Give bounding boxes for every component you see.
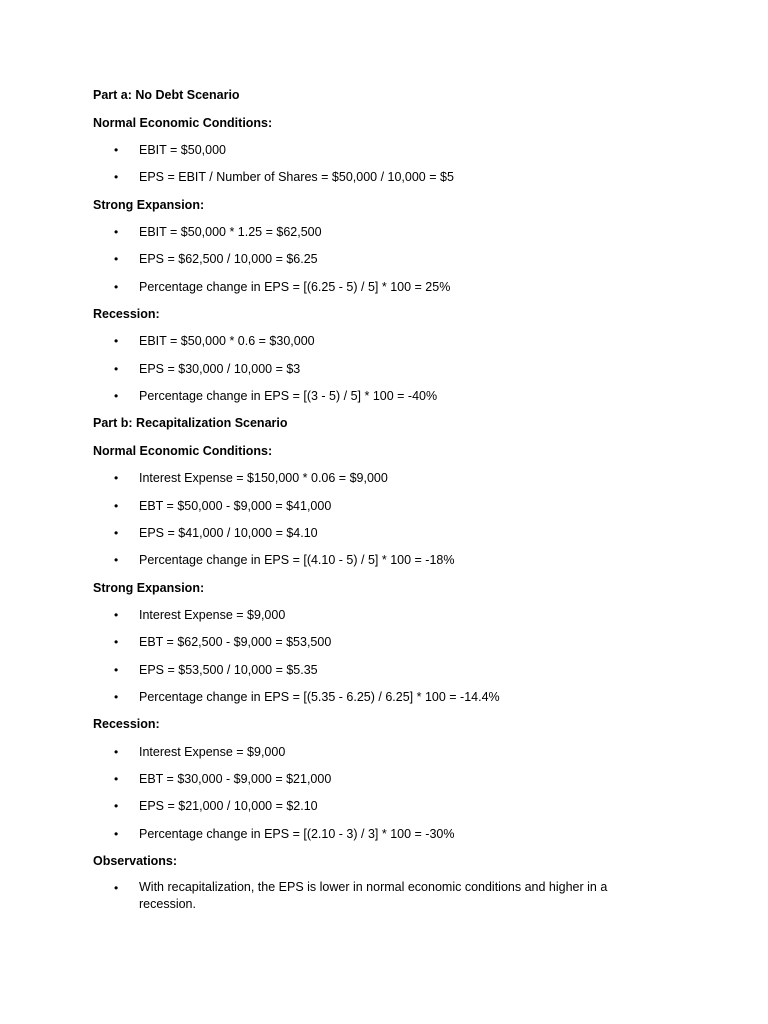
bullet-list (93, 332, 653, 405)
bullet-icon: • (114, 881, 119, 896)
list-item-text: Percentage change in EPS = [(4.10 - 5) / 5] * 100 = -18% (139, 553, 455, 568)
bullet-icon: • (114, 143, 119, 157)
bullet-icon: • (114, 608, 119, 623)
bullet-icon: • (114, 498, 119, 513)
list-item-text: Percentage change in EPS = [(6.25 - 5) / 5] * 100 = 25% (139, 279, 451, 294)
list-item (93, 825, 653, 843)
list-item-text: EPS = $41,000 / 10,000 = $4.10 (139, 525, 318, 540)
list-item (93, 278, 653, 296)
list-item (93, 688, 653, 706)
list-item-text: EPS = $21,000 / 10,000 = $2.10 (139, 799, 318, 814)
section-heading: Normal Economic Conditions: (93, 443, 273, 458)
list-item (93, 223, 653, 241)
list-item-text: Interest Expense = $9,000 (139, 744, 286, 759)
document-page (93, 86, 653, 923)
list-item (93, 551, 653, 569)
bullet-icon: • (114, 662, 119, 677)
list-item-text: EPS = $30,000 / 10,000 = $3 (139, 361, 301, 376)
section-heading: Strong Expansion: (93, 197, 205, 212)
list-item-text: Percentage change in EPS = [(2.10 - 3) / 3] * 100 = -30% (139, 826, 455, 841)
list-item (93, 332, 653, 350)
bullet-icon: • (114, 279, 119, 294)
bullet-icon: • (114, 525, 119, 540)
list-item (93, 524, 653, 542)
bullet-list (93, 141, 653, 186)
list-item (93, 497, 653, 515)
list-item (93, 469, 653, 487)
list-item-text: EBT = $50,000 - $9,000 = $41,000 (139, 498, 332, 513)
list-item-text: EBT = $30,000 - $9,000 = $21,000 (139, 772, 332, 787)
list-item (93, 879, 653, 913)
list-item-text: With recapitalization, the EPS is lower in normal economic conditions and higher in a recession. (139, 880, 608, 912)
bullet-icon: • (114, 361, 119, 376)
list-item (93, 770, 653, 788)
bullet-icon: • (114, 635, 119, 650)
list-item (93, 743, 653, 761)
list-item (93, 250, 653, 268)
list-item (93, 360, 653, 378)
section-heading: Recession: (93, 306, 160, 321)
list-item-text: EPS = $62,500 / 10,000 = $6.25 (139, 252, 318, 267)
bullet-icon: • (114, 334, 119, 349)
bullet-icon: • (114, 772, 119, 787)
section-heading: Recession: (93, 717, 160, 732)
list-item-text: Percentage change in EPS = [(5.35 - 6.25) / 6.25] * 100 = -14.4% (139, 689, 500, 704)
list-item-text: Interest Expense = $9,000 (139, 608, 286, 623)
bullet-icon: • (114, 689, 119, 704)
bullet-icon: • (114, 225, 119, 240)
list-item (93, 661, 653, 679)
bullet-icon: • (114, 799, 119, 814)
section-heading: Part a: No Debt Scenario (93, 88, 240, 102)
section-heading: Observations: (93, 853, 178, 868)
bullet-list (93, 469, 653, 569)
bullet-icon: • (114, 744, 119, 759)
section-heading: Strong Expansion: (93, 580, 205, 595)
bullet-icon: • (114, 389, 119, 404)
section-heading: Normal Economic Conditions: (93, 115, 273, 130)
list-item (93, 633, 653, 651)
list-item-text: EBIT = $50,000 (139, 143, 226, 157)
bullet-icon: • (114, 553, 119, 568)
list-item (93, 797, 653, 815)
bullet-icon: • (114, 471, 119, 486)
list-item (93, 168, 653, 186)
bullet-list (93, 879, 653, 913)
list-item-text: Percentage change in EPS = [(3 - 5) / 5] * 100 = -40% (139, 389, 438, 404)
bullet-icon: • (114, 170, 119, 185)
list-item (93, 387, 653, 405)
list-item-text: EBIT = $50,000 * 1.25 = $62,500 (139, 225, 322, 240)
bullet-icon: • (114, 252, 119, 267)
bullet-icon: • (114, 826, 119, 841)
list-item (93, 606, 653, 624)
bullet-list (93, 606, 653, 706)
section-heading: Part b: Recapitalization Scenario (93, 416, 288, 431)
list-item-text: EPS = $53,500 / 10,000 = $5.35 (139, 662, 318, 677)
list-item-text: Interest Expense = $150,000 * 0.06 = $9,000 (139, 471, 388, 486)
list-item-text: EPS = EBIT / Number of Shares = $50,000 / 10,000 = $5 (139, 170, 454, 185)
bullet-list (93, 743, 653, 843)
list-item-text: EBT = $62,500 - $9,000 = $53,500 (139, 635, 332, 650)
list-item (93, 141, 653, 159)
bullet-list (93, 223, 653, 296)
list-item-text: EBIT = $50,000 * 0.6 = $30,000 (139, 334, 315, 349)
